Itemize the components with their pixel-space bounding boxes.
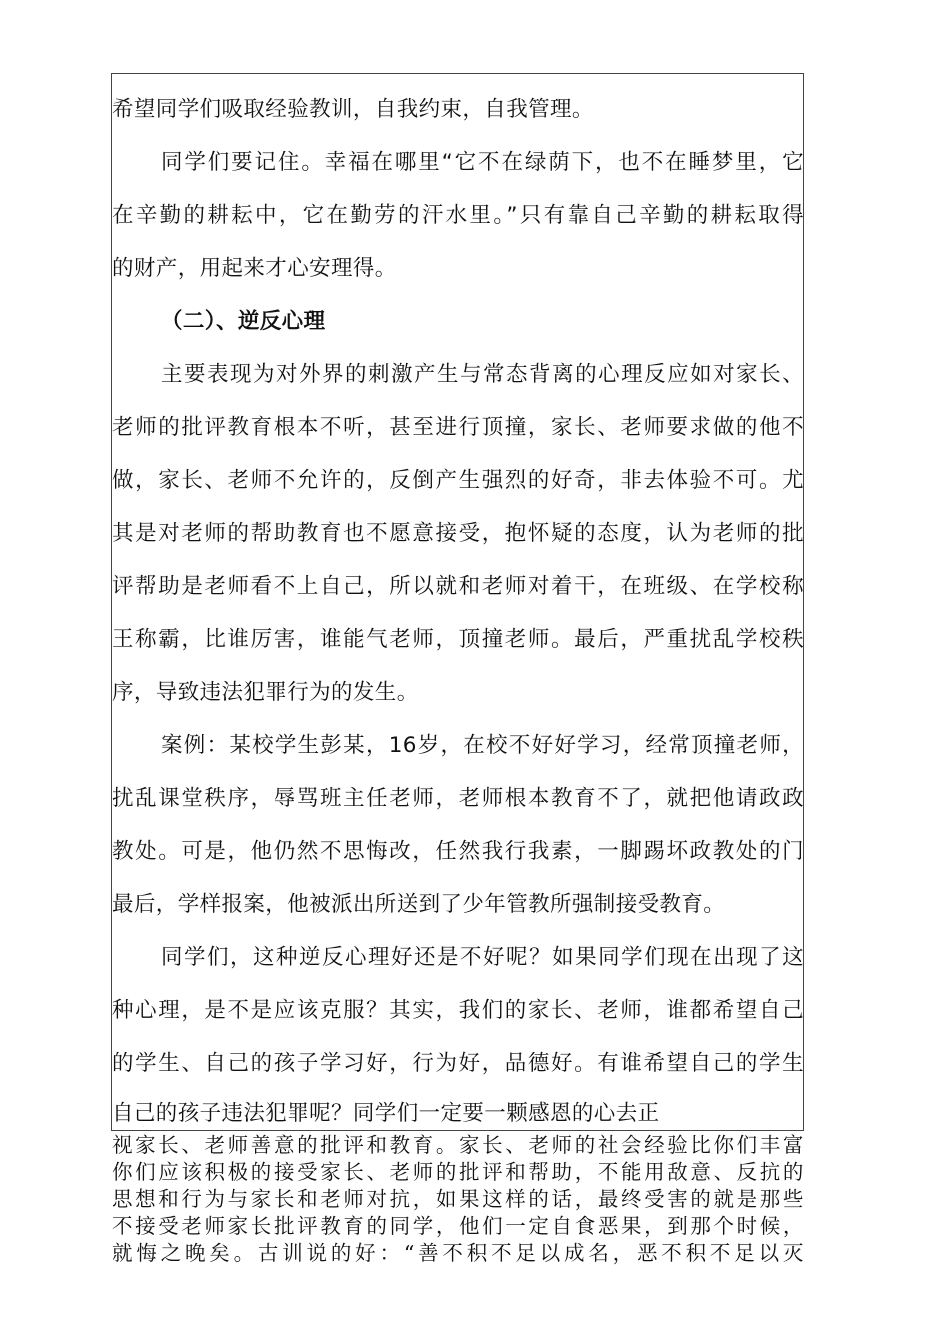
paragraph-line: 在辛勤的耕耘中，它在勤劳的汗水里。”只有靠自己辛勤的耕耘取得 <box>112 203 804 228</box>
overflow-line: 你们应该积极的接受家长、老师的批评和帮助，不能用敌意、反抗的 <box>112 1160 804 1184</box>
paragraph-line: 老师的批评教育根本不听，甚至进行顶撞，家长、老师要求做的他不 <box>112 415 804 440</box>
paragraph-line: 主要表现为对外界的刺激产生与常态背离的心理反应如对家长、 <box>161 362 804 387</box>
paragraph-line: 的学生、自己的孩子学习好，行为好，品德好。有谁希望自己的学生 <box>112 1051 804 1076</box>
paragraph-line: 同学们，这种逆反心理好还是不好呢？如果同学们现在出现了这 <box>161 945 804 970</box>
paragraph-line: 最后，学样报案，他被派出所送到了少年管教所强制接受教育。 <box>112 892 726 917</box>
paragraph-line: 教处。可是，他仍然不思悔改，任然我行我素，一脚踢坏政教处的门 <box>112 839 804 864</box>
paragraph-line: 扰乱课堂秩序，辱骂班主任老师，老师根本教育不了，就把他请政政 <box>112 786 804 811</box>
overflow-line: 思想和行为与家长和老师对抗，如果这样的话，最终受害的就是那些 <box>112 1187 804 1211</box>
text-frame <box>111 73 804 1131</box>
paragraph-line: 其是对老师的帮助教育也不愿意接受，抱怀疑的态度，认为老师的批 <box>112 521 804 546</box>
paragraph-line: 自己的孩子违法犯罪呢？同学们一定要一颗感恩的心去正 <box>112 1101 660 1126</box>
overflow-line: 视家长、老师善意的批评和教育。家长、老师的社会经验比你们丰富 <box>112 1133 804 1157</box>
paragraph-line: 案例：某校学生彭某，16岁，在校不好好学习，经常顶撞老师， <box>161 733 804 758</box>
overflow-line: 就悔之晚矣。古训说的好：“善不积不足以成名，恶不积不足以灭 <box>112 1241 804 1265</box>
paragraph-line: 序，导致违法犯罪行为的发生。 <box>112 680 419 705</box>
paragraph-line: 希望同学们吸取经验教训，自我约束，自我管理。 <box>112 97 594 122</box>
paragraph-line: 做，家长、老师不允许的，反倒产生强烈的好奇，非去体验不可。尤 <box>112 468 804 493</box>
paragraph-line: 的财产，用起来才心安理得。 <box>112 256 397 281</box>
paragraph-line: 评帮助是老师看不上自己，所以就和老师对着干，在班级、在学校称 <box>112 574 804 599</box>
section-heading: （二）、逆反心理 <box>161 309 326 334</box>
paragraph-line: 种心理，是不是应该克服？其实，我们的家长、老师，谁都希望自己 <box>112 998 804 1023</box>
paragraph-line: 同学们要记住。幸福在哪里“它不在绿荫下，也不在睡梦里，它 <box>161 150 804 175</box>
paragraph-line: 王称霸，比谁厉害，谁能气老师，顶撞老师。最后，严重扰乱学校秩 <box>112 627 804 652</box>
overflow-line: 不接受老师家长批评教育的同学，他们一定自食恶果，到那个时候， <box>112 1214 804 1238</box>
